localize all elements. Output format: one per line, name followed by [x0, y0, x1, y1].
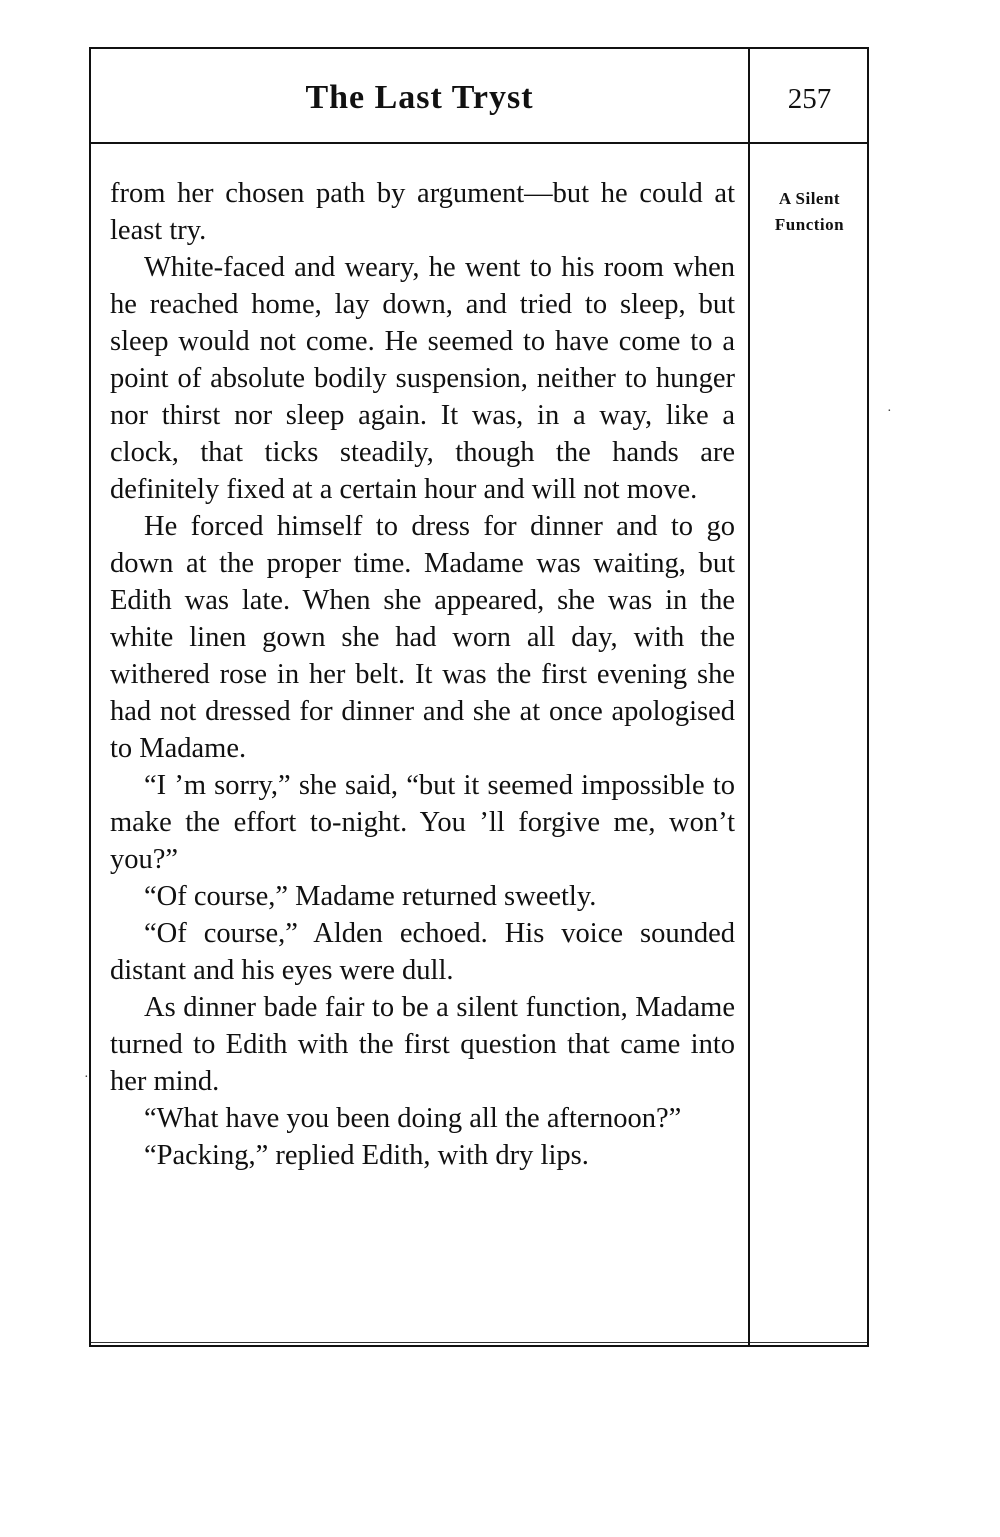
body-text [110, 175, 735, 1174]
page-number: 257 [787, 83, 832, 115]
paragraph-7: As dinner bade fair to be a silent function, Madame turned to Edith with the first question that came into her mind. [110, 992, 735, 1097]
margin-note-line-2: Function [774, 215, 845, 234]
paragraph-4: “I ’m sorry,” she said, “but it seemed impossible to make the effort to-night. You ’ll forgive me, won’t you?” [110, 770, 735, 875]
header-rule [91, 142, 867, 144]
paragraph-5: “Of course,” Madame returned sweetly. [144, 881, 597, 912]
paragraph-9: “Packing,” replied Edith, with dry lips. [144, 1140, 589, 1171]
paragraph-6: “Of course,” Alden echoed. His voice sounded distant and his eyes were dull. [110, 918, 735, 986]
paragraph-2: White-faced and weary, he went to his room when he reached home, lay down, and tried to sleep, but sleep would not come. He seemed to have come to a point of absolute bodily suspension, neither to hunger nor thirst nor sleep again. It was, in a way, like a clock, that ticks steadily, though the hands are definitely fixed at a certain hour and will not move. [110, 252, 735, 505]
running-head: The Last Tryst [305, 79, 534, 116]
paragraph-1: from her chosen path by argument—but he could at least try. [110, 178, 735, 246]
stray-mark: · [84, 1070, 89, 1085]
paragraph-3: He forced himself to dress for dinner and to go down at the proper time. Madame was waiting, but Edith was late. When she appeared, she was in the white linen gown she had worn all day, with the withered rose in her belt. It was the first evening she had not dressed for dinner and she at once apologised to Madame. [110, 511, 735, 764]
page-frame [89, 47, 869, 1347]
margin-note-line-1: A Silent [778, 189, 841, 208]
paragraph-8: “What have you been doing all the afternoon?” [144, 1103, 682, 1134]
stray-mark: · [887, 404, 892, 419]
margin-note [751, 186, 868, 238]
margin-column-rule [748, 49, 750, 1345]
